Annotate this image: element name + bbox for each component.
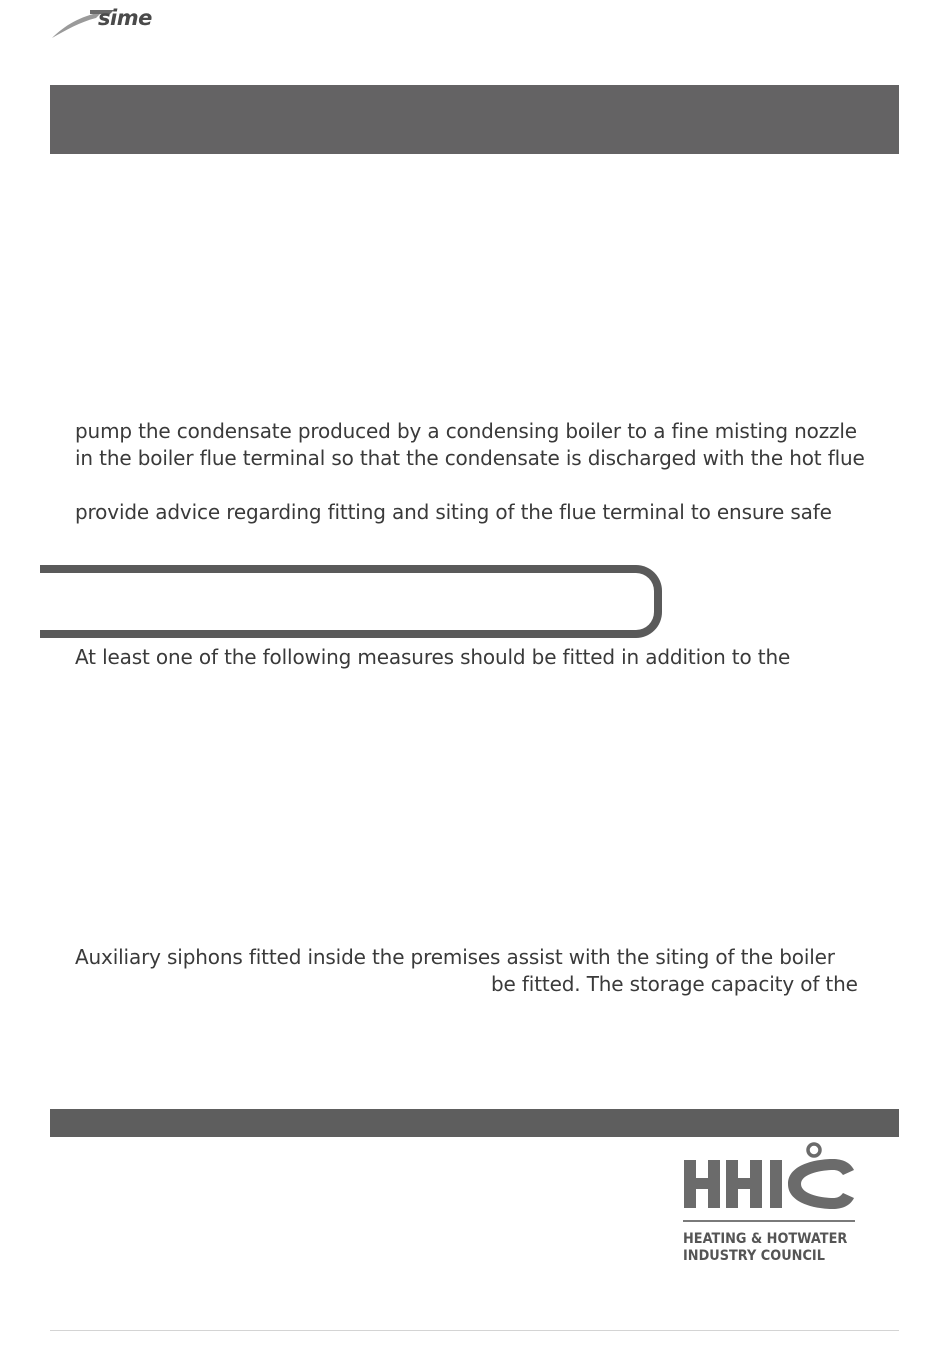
hhic-subtitle-line2: INDUSTRY COUNCIL bbox=[683, 1248, 825, 1264]
header-bar bbox=[50, 85, 899, 154]
hhic-divider bbox=[683, 1220, 855, 1222]
body-line: provide advice regarding fitting and siting of the flue terminal to ensure safe bbox=[75, 500, 832, 524]
hhic-subtitle-line1: HEATING & HOTWATER bbox=[683, 1231, 848, 1247]
bottom-divider bbox=[50, 1330, 899, 1331]
sime-wordmark: sime bbox=[98, 6, 152, 30]
body-line: At least one of the following measures should be fitted in addition to the bbox=[75, 645, 791, 669]
footer-bar bbox=[50, 1109, 899, 1137]
body-line: in the boiler flue terminal so that the condensate is discharged with the hot flue bbox=[75, 446, 865, 470]
body-line: be fitted. The storage capacity of the bbox=[491, 972, 858, 996]
hhic-letters-icon bbox=[682, 1140, 858, 1220]
body-line: Auxiliary siphons fitted inside the premises assist with the siting of the boiler bbox=[75, 945, 835, 969]
section-heading-frame bbox=[40, 565, 662, 638]
body-line: pump the condensate produced by a condensing boiler to a fine misting nozzle bbox=[75, 419, 857, 443]
